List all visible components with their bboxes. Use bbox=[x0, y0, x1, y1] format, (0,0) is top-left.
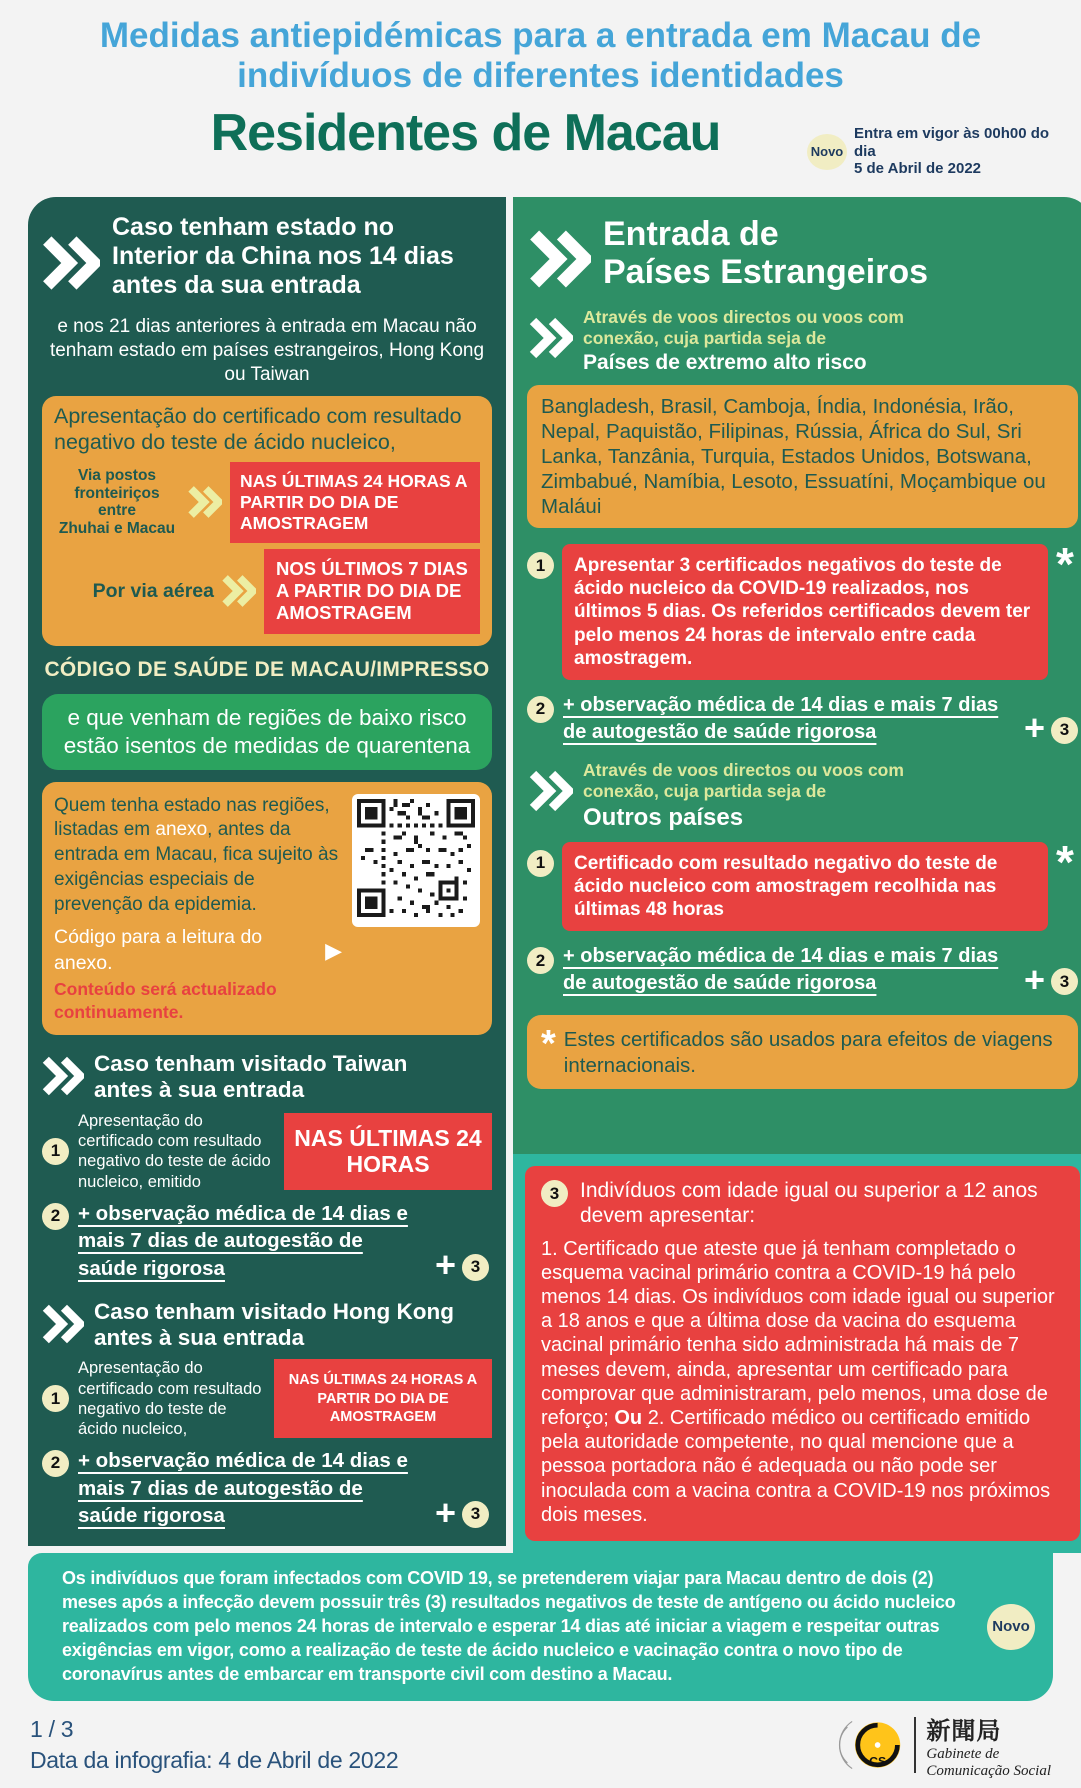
section-taiwan-heading bbox=[94, 1051, 407, 1103]
border-crossing-label bbox=[54, 467, 180, 538]
plus-step3 bbox=[435, 1244, 489, 1286]
novo-badge: Novo bbox=[807, 134, 847, 170]
play-icon: ▶ bbox=[325, 937, 342, 963]
logo-chinese-name: 新聞局 bbox=[926, 1716, 1002, 1745]
page-indicator: 1 / 3 bbox=[30, 1716, 74, 1743]
taiwan-step1-text: Apresentação do certificado com resultado negativo do teste de ácido nucleico, emitido bbox=[78, 1112, 271, 1191]
logo-portuguese-line2: Comunicação Social bbox=[926, 1762, 1051, 1779]
border-24h-badge: NAS ÚLTIMAS 24 HORAS A PARTIR DO DIA DE AMOSTRAGEM bbox=[230, 462, 480, 543]
qr-caption: Código para a leitura do anexo. bbox=[54, 926, 263, 974]
step-number-3: 3 bbox=[462, 1501, 489, 1528]
vaccine-para-part1: 1. Certificado que ateste que já tenham completado o esquema vacinal primário contra a COVID-19 há pelo menos 14 dias. Os indivíduos com idade igual ou superior a 18 anos e que a última dose da vacina do esquema vacinal primário tenha sido administrada há mais de 7 meses devem, ainda, apresentar um certificado para comprovar que administraram, pelo menos, uma dose de reforço; bbox=[541, 1237, 1055, 1429]
vaccine-paragraph bbox=[541, 1237, 1064, 1527]
section-hongkong bbox=[42, 1299, 492, 1351]
label-line: Via postos bbox=[77, 466, 157, 484]
taiwan-step2 bbox=[42, 1200, 492, 1286]
section-taiwan bbox=[42, 1051, 492, 1103]
plus-icon: + bbox=[435, 1491, 457, 1533]
heading-line: Caso tenham estado no bbox=[112, 213, 394, 242]
others-step2 bbox=[527, 943, 1078, 1000]
section-hongkong-heading bbox=[94, 1299, 454, 1351]
step-number-1: 1 bbox=[527, 850, 554, 877]
heading-line: antes da sua entrada bbox=[112, 271, 361, 300]
asterisk-icon: * bbox=[1056, 835, 1074, 888]
step-number-2: 2 bbox=[527, 947, 554, 974]
heading-line: Países Estrangeiros bbox=[603, 253, 929, 292]
plus-step3 bbox=[1024, 958, 1078, 1000]
step-number-1: 1 bbox=[527, 552, 554, 579]
chevrons-icon bbox=[42, 219, 100, 307]
low-risk-box: e que venham de regiões de baixo risco estão isentos de medidas de quarentena bbox=[42, 694, 492, 770]
border-crossing-row bbox=[54, 462, 480, 543]
qr-code-image bbox=[357, 799, 475, 917]
plus-icon: + bbox=[1024, 958, 1046, 1000]
vaccine-intro-text: Indivíduos com idade igual ou superior a 12 anos devem apresentar: bbox=[580, 1179, 1038, 1228]
covid-infected-note-bar bbox=[28, 1553, 1053, 1701]
step-number-3: 3 bbox=[1051, 717, 1078, 744]
extreme-step1 bbox=[527, 538, 1078, 680]
content-columns bbox=[28, 197, 1074, 1546]
chevrons-icon bbox=[529, 219, 591, 299]
step-number-2: 2 bbox=[42, 1203, 69, 1230]
chevrons-icon bbox=[42, 1302, 84, 1346]
hongkong-step2 bbox=[42, 1447, 492, 1533]
taiwan-step1 bbox=[42, 1111, 492, 1192]
panel-macau-residents-left bbox=[28, 197, 506, 1546]
other-countries-subhead bbox=[513, 754, 1081, 832]
svg-text:CS: CS bbox=[869, 1755, 887, 1770]
subtitle-row bbox=[0, 103, 1081, 185]
effective-line1: Entra em vigor às 00h00 do dia bbox=[854, 125, 1050, 160]
extreme-step1-box: Apresentar 3 certificados negativos do teste de ácido nucleico da COVID-19 realizados, nos últimos 5 dias. Os referidos certificados devem ter pelo menos 24 horas de intervalo entre cada amostragem. bbox=[562, 544, 1048, 680]
extreme-risk-subhead bbox=[513, 301, 1081, 375]
certificate-intro: Apresentação do certificado com resultado negativo do teste de ácido nucleico, bbox=[54, 404, 462, 455]
page-title-line2: indivíduos de diferentes identidades bbox=[237, 55, 844, 95]
qr-code bbox=[352, 794, 480, 927]
label-line: Zhuhai e Macau bbox=[58, 520, 176, 538]
gcs-logo bbox=[838, 1711, 1051, 1781]
logo-portuguese-line1: Gabinete de bbox=[926, 1745, 1000, 1762]
heading-line: Caso tenham visitado Taiwan bbox=[94, 1051, 408, 1077]
annex-text bbox=[54, 794, 342, 1024]
foreign-entry-heading bbox=[603, 215, 928, 291]
certificate-box bbox=[42, 396, 492, 645]
plus-step3 bbox=[435, 1491, 489, 1533]
annex-text-after: , antes da entrada em Macau, fica sujeito às exigências especiais de prevenção da epidemia. bbox=[54, 819, 339, 915]
others-step1 bbox=[527, 835, 1078, 932]
air-route-row bbox=[54, 549, 480, 634]
hongkong-step2-text: + observação médica de 14 dias e mais 7 dias de autogestão de saúde rigorosa bbox=[78, 1448, 408, 1528]
page-title-line1: Medidas antiepidémicas para a entrada em Macau de bbox=[99, 16, 982, 55]
heading-line: Interior da China nos 14 dias bbox=[112, 242, 454, 271]
plus-icon: + bbox=[1024, 707, 1046, 749]
step-number-2: 2 bbox=[42, 1450, 69, 1477]
flights-intro: Através de voos directos ou voos com conexão, cuja partida seja de bbox=[583, 759, 904, 801]
step-number-3: 3 bbox=[462, 1254, 489, 1281]
effective-line2: 5 de Abril de 2022 bbox=[854, 160, 982, 178]
section-china bbox=[42, 213, 492, 307]
extreme-risk-texts bbox=[583, 307, 943, 375]
vaccine-requirements-box bbox=[525, 1166, 1080, 1541]
vaccine-para-part2: 2. Certificado médico ou certificado emitido pela autoridade competente, no qual mencione que a pessoa portadora não é adequada ou não pode ser inoculada com a vacina contra a COVID-19 nos próximos dois meses. bbox=[541, 1406, 1051, 1526]
label-line: fronteiriços entre bbox=[74, 484, 160, 520]
others-step1-box: Certificado com resultado negativo do teste de ácido nucleico com amostragem recolhida nas últimas 48 horas bbox=[562, 842, 1048, 932]
extreme-step2-text: + observação médica de 14 dias e mais 7 dias de autogestão de saúde rigorosa bbox=[563, 693, 999, 743]
other-countries-texts bbox=[583, 760, 943, 832]
qr-caption-row bbox=[54, 925, 342, 976]
taiwan-24h-badge: NAS ÚLTIMAS 24 HORAS bbox=[284, 1113, 492, 1190]
vaccine-para-ou: Ou bbox=[614, 1406, 643, 1429]
panel-foreign-countries-right bbox=[513, 197, 1081, 1546]
hongkong-step1 bbox=[42, 1358, 492, 1439]
page-title bbox=[0, 16, 1081, 95]
logo-text bbox=[926, 1711, 1051, 1781]
annex-update-note: Conteúdo será actualizado continuamente. bbox=[54, 978, 277, 1022]
taiwan-step2-text: + observação médica de 14 dias e mais 7 dias de autogestão de saúde rigorosa bbox=[78, 1201, 408, 1280]
extreme-step2 bbox=[527, 692, 1078, 749]
footer bbox=[30, 1711, 1051, 1788]
effective-note bbox=[807, 125, 1065, 178]
air-route-label: Por via aérea bbox=[92, 580, 214, 602]
chevrons-icon bbox=[42, 1054, 84, 1098]
step-number-3: 3 bbox=[1051, 968, 1078, 995]
asterisk-icon: * bbox=[541, 1023, 556, 1066]
chevrons-icon bbox=[529, 309, 573, 367]
chevrons-icon bbox=[529, 762, 573, 820]
hongkong-24h-badge: NAS ÚLTIMAS 24 HORAS A PARTIR DO DIA DE AMOSTRAGEM bbox=[274, 1359, 492, 1437]
section-foreign-entry bbox=[513, 197, 1081, 301]
hongkong-step1-text: Apresentação do certificado com resultado negativo do teste de ácido nucleico, bbox=[78, 1359, 262, 1438]
annex-highlight: anexo bbox=[155, 819, 208, 841]
vaccine-section bbox=[513, 1154, 1081, 1553]
heading-line: antes à sua entrada bbox=[94, 1077, 305, 1103]
heading-line: antes à sua entrada bbox=[94, 1324, 305, 1350]
extreme-risk-category: Países de extremo alto risco bbox=[583, 351, 867, 375]
section-china-heading bbox=[112, 213, 454, 300]
flights-intro: Através de voos directos ou voos com conexão, cuja partida seja de bbox=[583, 307, 904, 349]
chevrons-icon bbox=[222, 575, 256, 607]
residents-title: Residentes de Macau bbox=[210, 104, 721, 163]
effective-text bbox=[854, 125, 1065, 178]
air-7days-badge: NOS ÚLTIMOS 7 DIAS A PARTIR DO DIA DE AMOSTRAGEM bbox=[264, 549, 480, 634]
vaccine-intro-row bbox=[541, 1178, 1064, 1228]
china-subtext: e nos 21 dias anteriores à entrada em Macau não tenham estado em países estrangeiros, Hong Kong ou Taiwan bbox=[49, 316, 485, 385]
asterisk-note-box bbox=[527, 1015, 1078, 1088]
heading-line: Caso tenham visitado Hong Kong bbox=[94, 1298, 455, 1324]
novo-badge: Novo bbox=[987, 1604, 1035, 1650]
other-countries-category: Outros países bbox=[583, 803, 744, 831]
logo-divider bbox=[914, 1717, 916, 1773]
chevrons-icon bbox=[188, 486, 222, 518]
asterisk-icon: * bbox=[1056, 538, 1074, 591]
countries-list: Bangladesh, Brasil, Camboja, Índia, Indonésia, Irão, Nepal, Paquistão, Filipinas, Rússia, África do Sul, Sri Lanka, Tanzânia, Turquia, Estados Unidos, Botswana, Zimbabué, Namíbia, Lesoto, Essuatíni, Moçambique ou Maláui bbox=[527, 385, 1078, 528]
infographic-date: Data da infografia: 4 de Abril de 2022 bbox=[30, 1747, 399, 1774]
step-number-1: 1 bbox=[42, 1138, 69, 1165]
health-code-title: CÓDIGO DE SAÚDE DE MACAU/IMPRESSO bbox=[44, 657, 490, 681]
plus-icon: + bbox=[435, 1244, 457, 1286]
step-number-1: 1 bbox=[42, 1385, 69, 1412]
covid-infected-note-text: Os indivíduos que foram infectados com COVID 19, se pretenderem viajar para Macau dentro de dois (2) meses após a infecção devem possuir três (3) resultados negativos de teste de antígeno ou ácido nucleico realizados com pelo menos 24 horas de intervalo e esperar 14 dias até iniciar a viagem e respeitar outras exigências em vigor, como a realização de teste de ácido nucleico e vacinação contra o novo tipo de coronavírus antes de embarcar em transporte civil com destino a Macau. bbox=[62, 1567, 956, 1684]
others-step2-text: + observação médica de 14 dias e mais 7 dias de autogestão de saúde rigorosa bbox=[563, 945, 999, 995]
annex-box bbox=[42, 782, 492, 1036]
heading-line: Entrada de bbox=[603, 215, 779, 254]
asterisk-note-text: Estes certificados são usados para efeitos de viagens internacionais. bbox=[563, 1028, 1053, 1078]
gcs-emblem-icon bbox=[838, 1713, 904, 1777]
plus-step3 bbox=[1024, 707, 1078, 749]
step-number-2: 2 bbox=[527, 696, 554, 723]
annex-text-before: Quem tenha estado nas regiões, listadas em bbox=[54, 794, 330, 841]
step-number-3: 3 bbox=[541, 1180, 568, 1207]
footer-left bbox=[30, 1714, 398, 1776]
